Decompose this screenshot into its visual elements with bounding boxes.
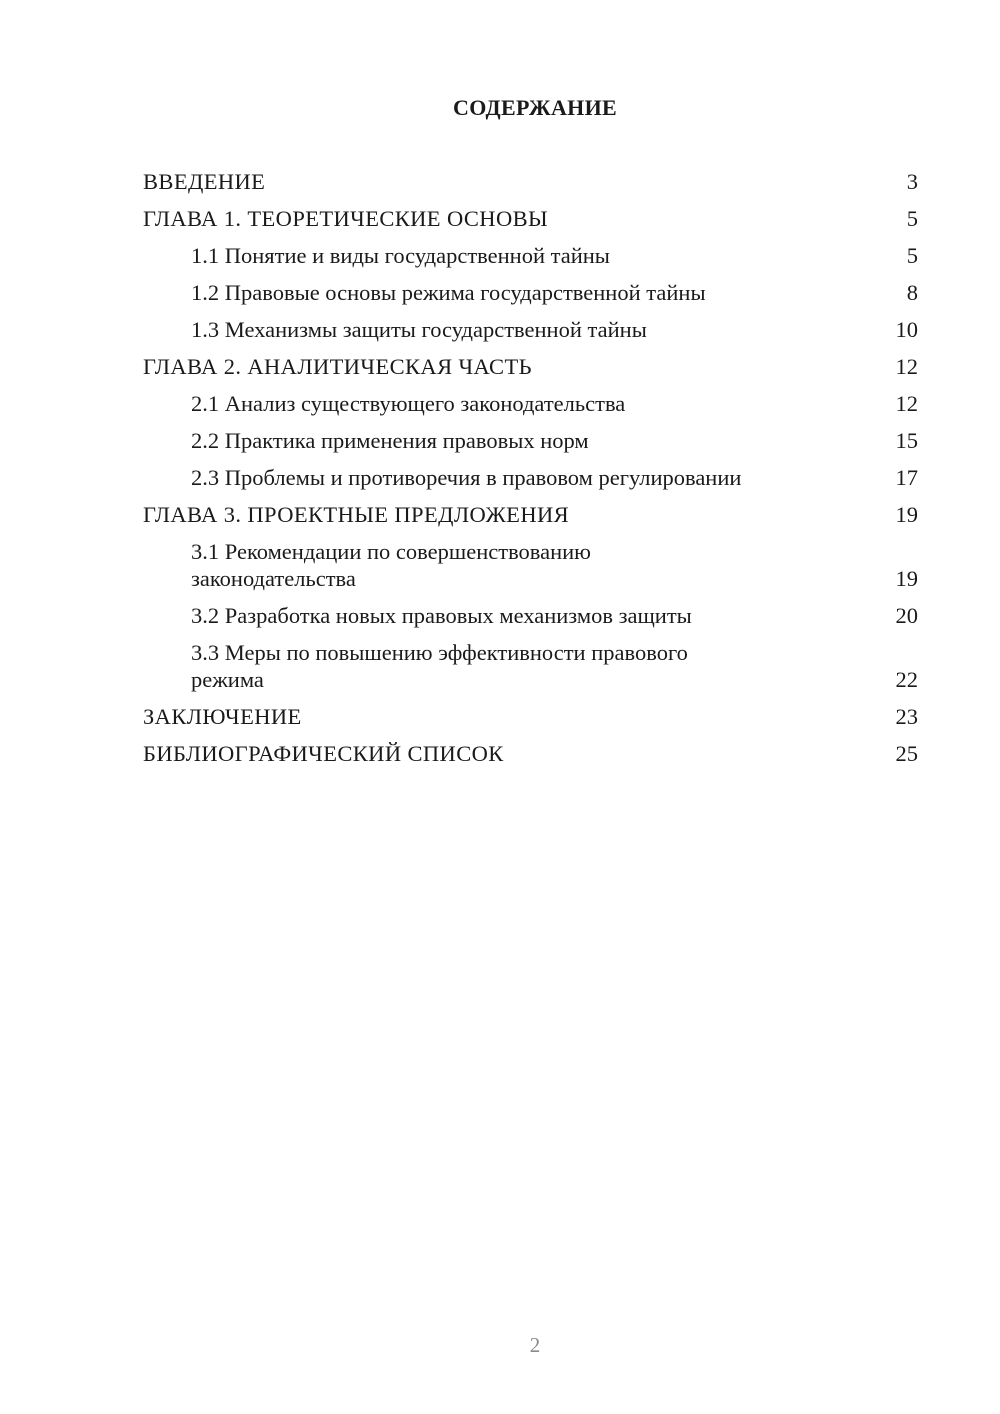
toc-entry-label: 2.2 Практика применения правовых норм — [191, 428, 589, 453]
toc-entry-page: 5 — [906, 206, 918, 231]
toc-entry-section-3-1[interactable] — [143, 538, 918, 592]
toc-entry-label: 2.1 Анализ существующего законодательства — [191, 391, 626, 416]
toc-entry-introduction[interactable] — [143, 168, 918, 195]
toc-entry-page: 12 — [895, 391, 918, 416]
toc-entry-label: ГЛАВА 1. ТЕОРЕТИЧЕСКИЕ ОСНОВЫ — [143, 206, 549, 231]
toc-entry-section-2-2[interactable] — [143, 427, 918, 454]
toc-entry-section-3-2[interactable] — [143, 602, 918, 629]
toc-entry-page: 3 — [906, 169, 918, 194]
toc-entry-page: 17 — [895, 465, 918, 490]
toc-title: СОДЕРЖАНИЕ — [453, 95, 617, 120]
toc-entry-chapter-2[interactable] — [143, 353, 918, 380]
toc-entry-page: 19 — [895, 502, 918, 527]
toc-entry-label: БИБЛИОГРАФИЧЕСКИЙ СПИСОК — [143, 741, 504, 766]
toc-entry-section-1-2[interactable] — [143, 279, 918, 306]
toc-entry-label: 3.3 Меры по повышению эффективности правового режима — [191, 640, 688, 692]
toc-entry-label: ЗАКЛЮЧЕНИЕ — [143, 704, 302, 729]
toc-entry-label: 1.3 Механизмы защиты государственной тайны — [191, 317, 647, 342]
toc-entry-section-1-1[interactable] — [143, 242, 918, 269]
toc-entry-label: ВВЕДЕНИЕ — [143, 169, 266, 194]
toc-entry-label: 3.2 Разработка новых правовых механизмов защиты — [191, 603, 692, 628]
toc-entry-chapter-3[interactable] — [143, 501, 918, 528]
toc-entry-chapter-1[interactable] — [143, 205, 918, 232]
toc-entry-bibliography[interactable] — [143, 740, 918, 767]
toc-entry-page: 23 — [895, 704, 918, 729]
toc-entry-page: 12 — [895, 354, 918, 379]
toc-entry-page: 5 — [906, 243, 918, 268]
toc-entry-label: 1.1 Понятие и виды государственной тайны — [191, 243, 610, 268]
toc-entry-page: 22 — [895, 667, 918, 692]
toc-entry-page: 15 — [895, 428, 918, 453]
table-of-contents — [143, 168, 918, 777]
toc-entry-section-1-3[interactable] — [143, 316, 918, 343]
toc-entry-label: 2.3 Проблемы и противоречия в правовом регулировании — [191, 465, 742, 490]
toc-entry-label: ГЛАВА 2. АНАЛИТИЧЕСКАЯ ЧАСТЬ — [143, 354, 532, 379]
toc-entry-page: 19 — [895, 566, 918, 591]
toc-entry-conclusion[interactable] — [143, 703, 918, 730]
toc-entry-page: 8 — [906, 280, 918, 305]
toc-entry-label: 1.2 Правовые основы режима государственной тайны — [191, 280, 706, 305]
toc-entry-section-2-1[interactable] — [143, 390, 918, 417]
toc-entry-section-3-3[interactable] — [143, 639, 918, 693]
toc-entry-page: 10 — [895, 317, 918, 342]
toc-entry-label: 3.1 Рекомендации по совершенствованию законодательства — [191, 539, 591, 591]
page-number: 2 — [529, 1333, 541, 1357]
toc-entry-page: 20 — [895, 603, 918, 628]
toc-entry-page: 25 — [895, 741, 918, 766]
toc-entry-label: ГЛАВА 3. ПРОЕКТНЫЕ ПРЕДЛОЖЕНИЯ — [143, 502, 570, 527]
toc-entry-section-2-3[interactable] — [143, 464, 918, 491]
